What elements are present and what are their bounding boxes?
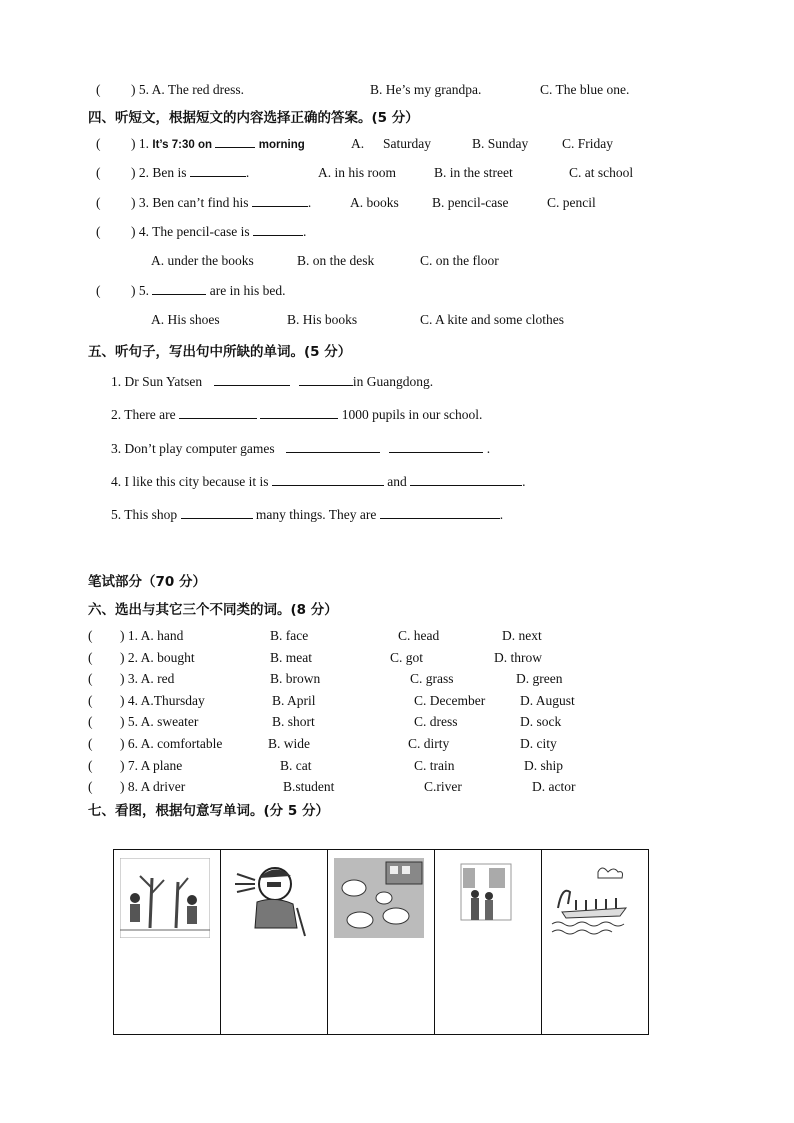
answer-blank[interactable] (253, 234, 303, 236)
option-d: D. August (520, 692, 575, 708)
answer-blank[interactable] (272, 484, 384, 486)
section-5-title: 五、听句子，写出句中所缺的单词。(5 分） (88, 344, 352, 360)
sec5-sentence-2: 2. There are 1000 pupils in our school. (111, 407, 483, 422)
sec5-sentence-1: 1. Dr Sun Yatsen in Guangdong. (111, 374, 434, 389)
answer-blank[interactable] (260, 417, 338, 419)
option-b: B. meat (270, 649, 312, 665)
option-b: B.student (283, 779, 335, 795)
option-a: ) 5. A. sweater (120, 714, 199, 730)
answer-blank[interactable] (380, 517, 500, 519)
shop-picture (441, 858, 531, 938)
answer-blank[interactable] (215, 146, 255, 148)
paren-open: ( (96, 82, 101, 97)
option-a: ) 7. A plane (120, 757, 183, 773)
paren-open: ( (88, 692, 93, 708)
option-b: B. wide (268, 736, 310, 751)
written-part-title: 笔试部分（70 分） (88, 574, 206, 590)
option-b: B. cat (280, 757, 312, 773)
option-a: ) 6. A. comfortable (120, 736, 223, 751)
sec5-sentence-5: 5. This shop many things. They are . (111, 507, 504, 522)
option-d: D. throw (494, 649, 542, 665)
option-c: C. dirty (408, 736, 450, 751)
sec5-sentence-4: 4. I like this city because it is and . (111, 474, 526, 489)
option-b: B. short (272, 714, 315, 730)
picture-cell-4[interactable] (435, 850, 542, 1035)
option-c: C. got (390, 649, 424, 665)
option-c: C. December (414, 692, 486, 708)
section-7-title: 七、看图，根据句意写单词。(分 5 分） (88, 803, 329, 819)
option-d: D. city (520, 736, 557, 751)
picture-cell-2[interactable] (221, 850, 328, 1035)
option-b: B. April (272, 692, 316, 708)
option-b: B. face (270, 628, 309, 643)
option-d: D. sock (520, 714, 562, 730)
paren-open: ( (88, 628, 93, 643)
answer-blank[interactable] (190, 175, 246, 177)
sec5-sentence-3: 3. Don’t play computer games . (111, 441, 491, 456)
paren-open: ( (88, 736, 93, 751)
section-4-title: 四、听短文，根据短文的内容选择正确的答案。(5 分） (88, 110, 419, 126)
answer-blank[interactable] (214, 384, 290, 386)
option-b: B. He’s my grandpa. (370, 82, 482, 97)
option-d: D. ship (524, 757, 564, 773)
picture-table (113, 849, 649, 1035)
option-a: ) 3. A. red (120, 671, 175, 687)
picture-cell-3[interactable] (328, 850, 435, 1035)
option-d: D. next (502, 628, 542, 643)
picture-cell-5[interactable] (542, 850, 649, 1035)
option-d: D. green (516, 671, 563, 687)
answer-blank[interactable] (181, 517, 253, 519)
option-c: C. train (414, 757, 455, 773)
option-c: C. dress (414, 714, 458, 730)
sec3-q5-num: ) 5. A. The red dress. (131, 82, 244, 97)
answer-blank[interactable] (410, 484, 522, 486)
dragon-boat-picture (548, 858, 638, 938)
option-a: A. The red dress. (151, 82, 244, 97)
picture-cell-1[interactable] (114, 850, 221, 1035)
option-c: C. head (398, 628, 440, 643)
option-c: C. grass (410, 671, 454, 687)
section-6-title: 六、选出与其它三个不同类的词。(8 分） (88, 602, 338, 618)
sec3-q5 (96, 82, 101, 98)
option-d: D. actor (532, 779, 576, 795)
answer-blank[interactable] (286, 451, 380, 453)
answer-blank[interactable] (389, 451, 483, 453)
paren-open: ( (88, 779, 93, 795)
answer-blank[interactable] (152, 293, 206, 295)
paren-open: ( (88, 714, 93, 730)
paren-open: ( (88, 757, 93, 773)
option-c: C. The blue one. (540, 82, 630, 97)
option-a: ) 2. A. bought (120, 649, 195, 665)
answer-blank[interactable] (299, 384, 353, 386)
option-a: ) 8. A driver (120, 779, 186, 795)
option-a: ) 4. A.Thursday (120, 692, 205, 708)
option-a: ) 1. A. hand (120, 628, 184, 643)
paren-open: ( (88, 671, 93, 687)
option-c: C.river (424, 779, 462, 795)
boy-sneezing-picture (227, 858, 317, 938)
tree-planting-picture (120, 858, 210, 938)
answer-blank[interactable] (252, 205, 308, 207)
paren-open: ( (88, 649, 93, 665)
answer-blank[interactable] (179, 417, 257, 419)
option-b: B. brown (270, 671, 321, 687)
zoo-animals-picture (334, 858, 424, 938)
